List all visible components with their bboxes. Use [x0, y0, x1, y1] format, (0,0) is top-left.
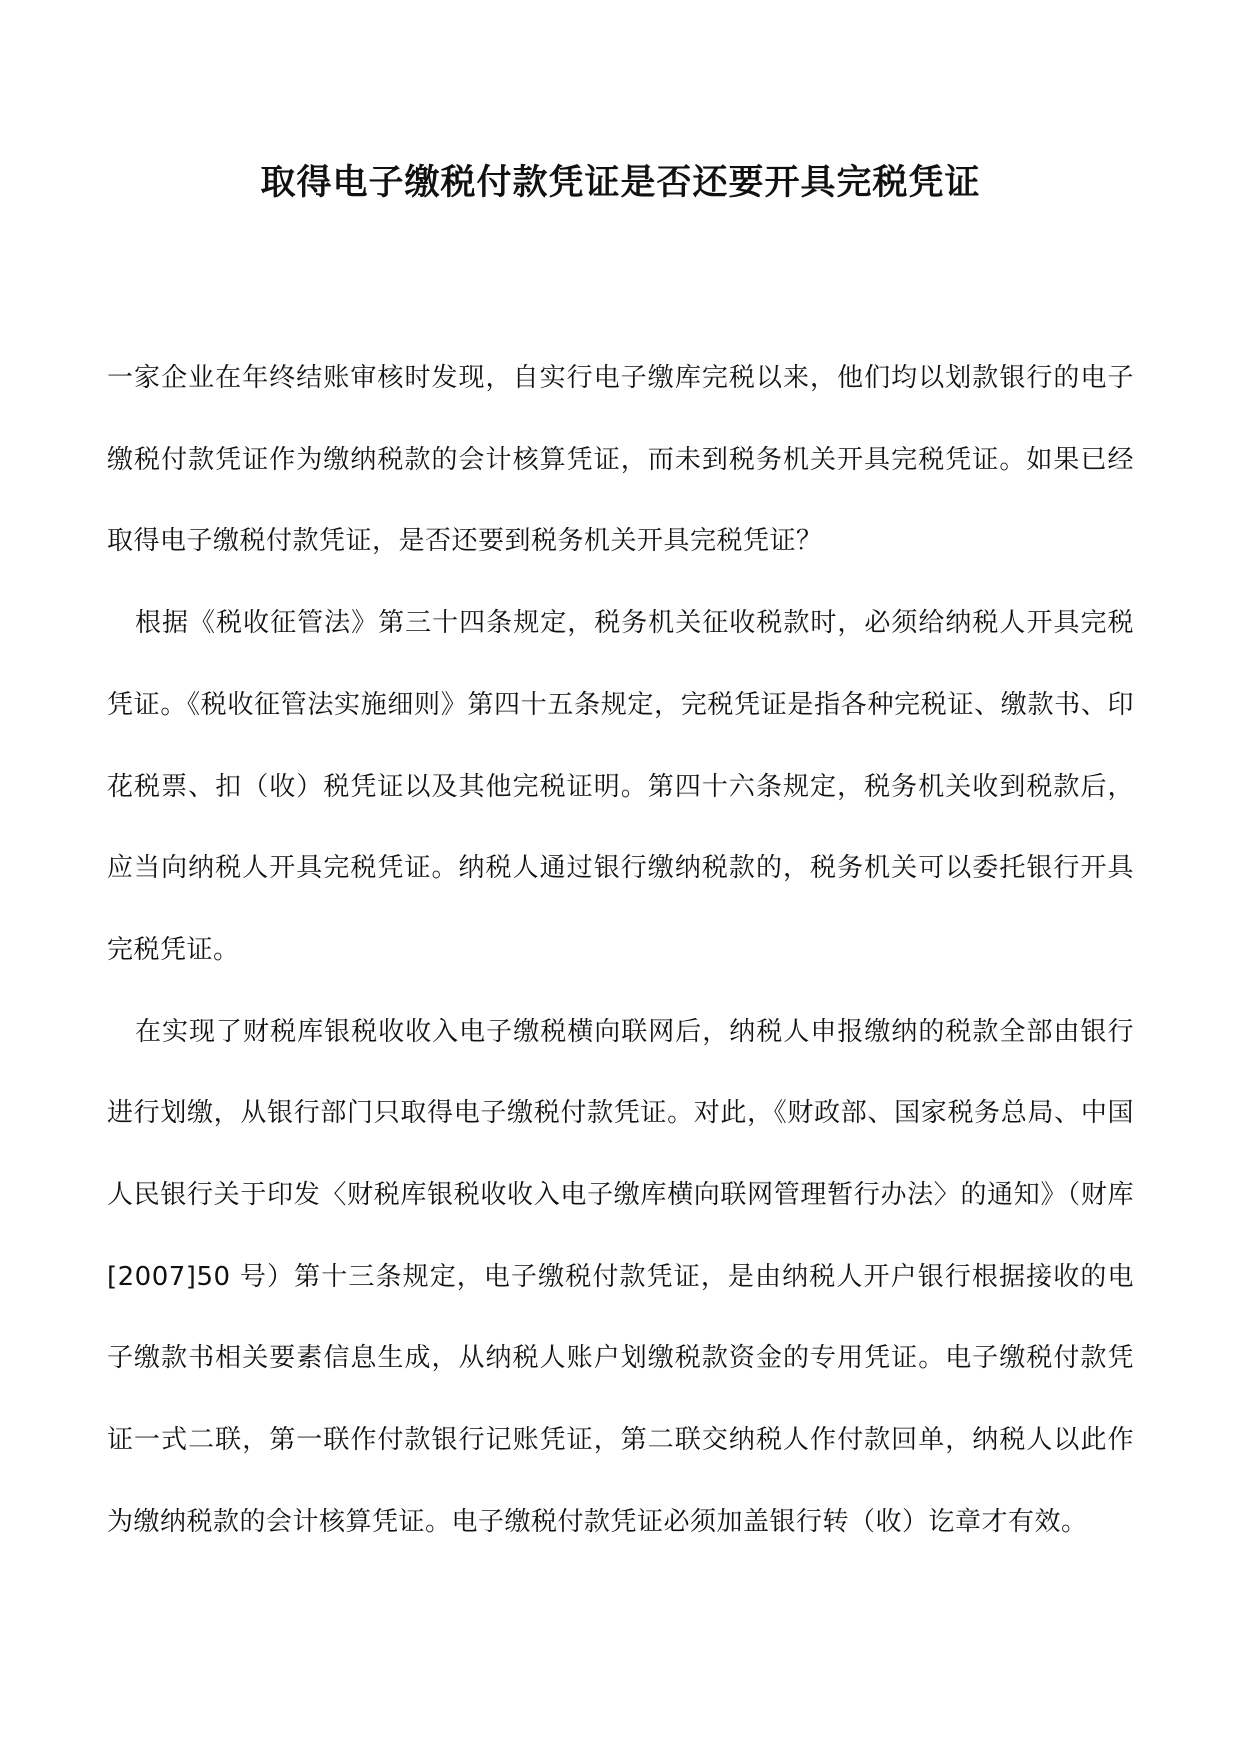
document-body [107, 338, 1134, 1564]
document-title: 取得电子缴税付款凭证是否还要开具完税凭证 [260, 162, 981, 203]
paragraph-electronic-payment: 在实现了财税库银税收收入电子缴税横向联网后，纳税人申报缴纳的税款全部由银行进行划缴，从银行部门只取得电子缴税付款凭证。对此，《财政部、国家税务总局、中国人民银行关于印发〈财税库银税收收入电子缴库横向联网管理暂行办法〉的通知》（财库[2007]50 号）第十三条规定，电子缴税付款凭证，是由纳税人开户银行根据接收的电子缴款书相关要素信息生成，从纳税人账户划缴税款资金的专用凭证。电子缴税付款凭证一式二联，第一联作付款银行记账凭证，第二联交纳税人作付款回单，纳税人以此作为缴纳税款的会计核算凭证。电子缴税付款凭证必须加盖银行转（收）讫章才有效。 [107, 1016, 1134, 1537]
paragraph-legal-basis: 根据《税收征管法》第三十四条规定，税务机关征收税款时，必须给纳税人开具完税凭证。《税收征管法实施细则》第四十五条规定，完税凭证是指各种完税证、缴款书、印花税票、扣（收）税凭证以及其他完税证明。第四十六条规定，税务机关收到税款后，应当向纳税人开具完税凭证。纳税人通过银行缴纳税款的，税务机关可以委托银行开具完税凭证。 [107, 608, 1134, 965]
paragraph-intro: 一家企业在年终结账审核时发现，自实行电子缴库完税以来，他们均以划款银行的电子缴税付款凭证作为缴纳税款的会计核算凭证，而未到税务机关开具完税凭证。如果已经取得电子缴税付款凭证，是否还要到税务机关开具完税凭证？ [107, 363, 1134, 557]
